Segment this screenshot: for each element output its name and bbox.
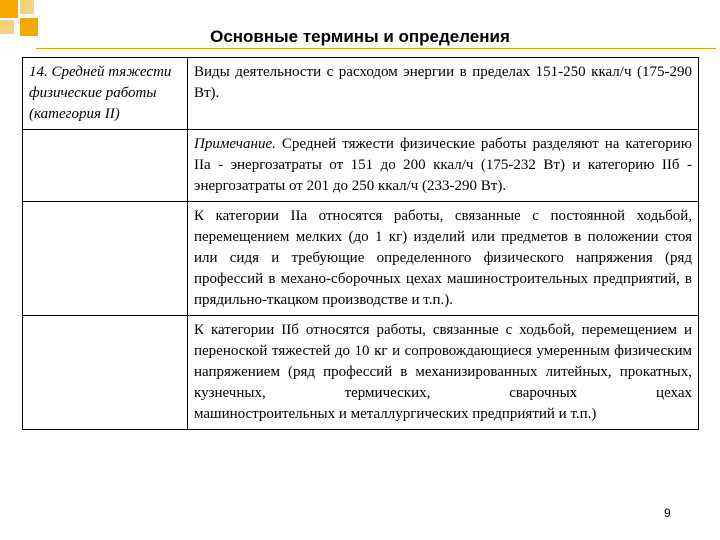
definition-cell: Виды деятельности с расходом энергии в пределах 151-250 ккал/ч (175-290 Вт). [188, 58, 699, 130]
page-title: Основные термины и определения [210, 27, 510, 46]
note-label: Примечание. [194, 136, 276, 152]
table-row [23, 58, 699, 130]
empty-cell [23, 202, 188, 316]
category-a-cell: К категории IIа относятся работы, связанные с постоянной ходьбой, перемещением мелких (до 1 кг) изделий или предметов в положении стоя или сидя и требующие определенного физического напряжения (ряд профессий в механо-сборочных цехах машиностроительных предприятий, в прядильно-ткацком производстве и т.п.). [188, 202, 699, 316]
decor-square [20, 0, 34, 14]
category-b-text: К категории IIб относятся работы, связанные с ходьбой, перемещением и переноской тяжестей до 10 кг и сопровождающиеся умеренным физическим напряжением (ряд профессий в механизированных литейных, прокатных, кузнечных, термических, сварочных цехах [194, 322, 692, 401]
page-number: 9 [664, 506, 671, 520]
empty-cell [23, 130, 188, 202]
decor-square [0, 0, 18, 18]
note-text: Средней тяжести физические работы разделяют на категорию IIа - энергозатраты от 151 до 200 ккал/ч (175-232 Вт) и категорию IIб - энергозатраты от 201 до 250 ккал/ч (233-290 Вт). [194, 136, 692, 194]
terms-table [22, 57, 699, 430]
title-divider [36, 48, 716, 49]
note-cell [188, 130, 699, 202]
category-b-cell [188, 316, 699, 430]
category-b-last-line: машиностроительных и металлургических предприятий и т.п.) [194, 406, 597, 422]
table-row [23, 130, 699, 202]
term-cell: 14. Средней тяжести физические работы (категория II) [23, 58, 188, 130]
table-row [23, 202, 699, 316]
empty-cell [23, 316, 188, 430]
table-row [23, 316, 699, 430]
